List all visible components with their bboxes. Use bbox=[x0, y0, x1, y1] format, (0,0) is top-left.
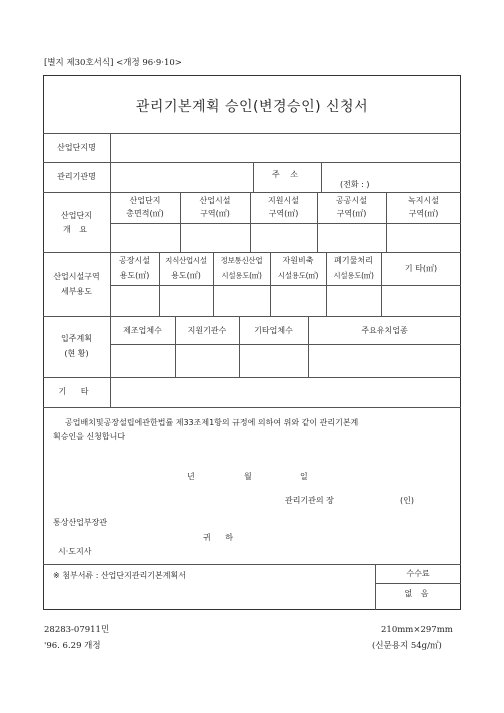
overview-header: 지원시설 bbox=[268, 196, 299, 205]
occupancy-header: 주요유치업종 bbox=[361, 326, 408, 335]
label-address: 주 소 bbox=[272, 170, 302, 179]
fee-divider bbox=[375, 583, 461, 584]
row-divider bbox=[43, 407, 461, 408]
overview-header: 공공시설 bbox=[336, 196, 367, 205]
zoning-header: 폐기물처리 bbox=[334, 256, 373, 265]
zoning-header: 지식산업시설 bbox=[165, 256, 207, 265]
recipient-honorific: 귀 하 bbox=[203, 533, 239, 542]
label-occupancy-2: (현 황) bbox=[64, 349, 89, 358]
statement-line-1: 공업배치및공장설립에관한법률 제33조제1항의 규정에 의하여 위와 같이 관리기본계 bbox=[65, 418, 359, 427]
row-divider bbox=[110, 285, 461, 286]
overview-header-unit: 구역(㎡) bbox=[200, 209, 230, 218]
recipient-governor: 시·도지사 bbox=[58, 547, 92, 556]
label-phone: (전화 : ) bbox=[340, 180, 370, 189]
label-overview-1: 산업단지 bbox=[61, 211, 92, 220]
paper-type: (신문용지 54g/㎡) bbox=[372, 641, 442, 651]
occupancy-header: 제조업체수 bbox=[123, 326, 162, 335]
label-occupancy-1: 입주계획 bbox=[61, 334, 92, 343]
date-year: 년 bbox=[187, 472, 195, 481]
fee-label: 수수료 bbox=[406, 569, 430, 578]
overview-header-unit: 총면적(㎡) bbox=[126, 209, 164, 218]
row-divider bbox=[43, 252, 461, 253]
overview-header: 산업단지 bbox=[129, 196, 161, 205]
overview-header: 산업시설 bbox=[199, 196, 231, 205]
row-divider bbox=[43, 316, 461, 317]
recipient-minister: 통상산업부장관 bbox=[53, 518, 108, 527]
row-divider bbox=[43, 162, 461, 163]
signer-label: 관리기관의 장 bbox=[285, 496, 334, 505]
seal-mark: (인) bbox=[400, 496, 414, 505]
date-month: 월 bbox=[244, 472, 252, 481]
overview-header-unit: 구역(㎡) bbox=[268, 209, 299, 218]
fee-value: 없 음 bbox=[404, 589, 432, 598]
row-divider bbox=[110, 223, 461, 224]
occupancy-header: 기타업체수 bbox=[254, 326, 293, 335]
cell-divider bbox=[321, 162, 322, 192]
label-zoning-1: 산업시설구역 bbox=[53, 272, 100, 281]
label-other: 기 타 bbox=[58, 387, 95, 396]
zoning-header-unit: 시설용도(㎡) bbox=[221, 271, 262, 280]
label-complex-name: 산업단지명 bbox=[57, 143, 96, 152]
zoning-header: 공장시설 bbox=[119, 256, 150, 265]
form-number: 28283-07911민 bbox=[44, 625, 110, 635]
cell-divider bbox=[381, 252, 382, 316]
form-header-note: [별지 제30호서식] <개정 96·9·10> bbox=[44, 58, 182, 68]
row-divider bbox=[43, 564, 461, 565]
row-divider bbox=[110, 344, 461, 345]
occupancy-header: 지원기관수 bbox=[187, 326, 227, 335]
date-day: 일 bbox=[300, 472, 308, 481]
overview-header: 녹지시설 bbox=[408, 196, 439, 205]
zoning-header: 기 타(㎡) bbox=[404, 264, 438, 273]
label-management-agency: 관리기관명 bbox=[57, 172, 96, 181]
row-divider bbox=[43, 377, 461, 378]
attachment-note: ※ 첨부서류 : 산업단지관리기본계획서 bbox=[53, 571, 186, 580]
row-divider bbox=[43, 192, 461, 193]
paper-size: 210mm×297mm bbox=[381, 625, 453, 635]
form-title: 관리기본계획 승인(변경승인) 신청서 bbox=[135, 99, 369, 115]
statement-line-2: 획승인을 신청합니다 bbox=[53, 432, 126, 441]
zoning-header: 자원비축 bbox=[282, 256, 314, 265]
zoning-header-unit: 시설용도(㎡) bbox=[333, 271, 374, 280]
revision-date: '96. 6.29 개정 bbox=[44, 641, 101, 651]
row-divider bbox=[43, 133, 461, 134]
overview-header-unit: 구역(㎡) bbox=[336, 209, 367, 218]
zoning-header-unit: 시설용도(㎡) bbox=[277, 271, 319, 280]
label-column-divider bbox=[110, 133, 111, 407]
label-overview-2: 개 요 bbox=[63, 225, 90, 234]
zoning-header: 정보통신산업 bbox=[220, 256, 263, 265]
overview-header-unit: 구역(㎡) bbox=[408, 209, 439, 218]
label-zoning-2: 세부용도 bbox=[61, 287, 92, 296]
zoning-header-unit: 용도(㎡) bbox=[119, 271, 150, 280]
zoning-header-unit: 용도(㎡) bbox=[171, 271, 201, 280]
